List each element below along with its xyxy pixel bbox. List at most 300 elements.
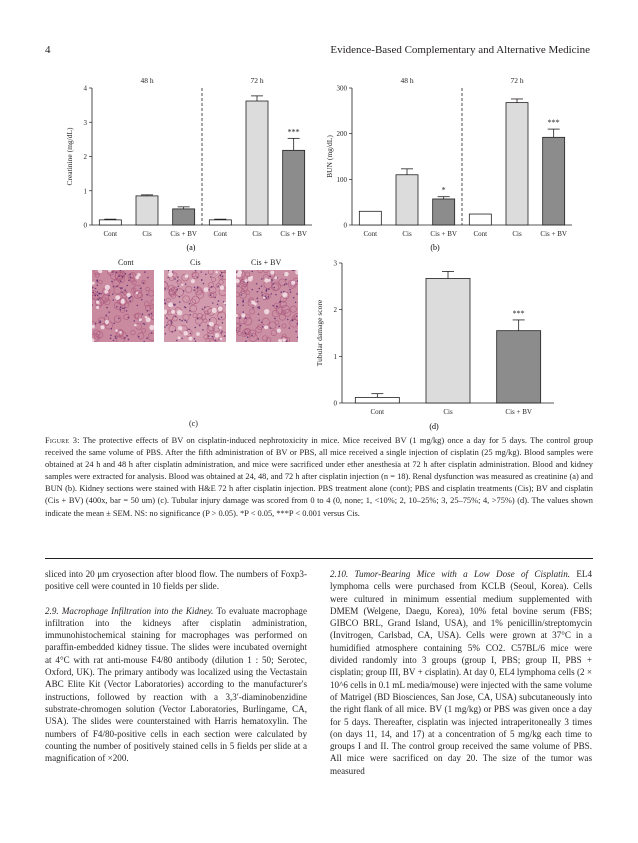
nucleus-dot — [99, 320, 101, 322]
nucleus-dot — [181, 320, 183, 322]
nucleus-dot — [170, 322, 172, 324]
y-tick-label: 200 — [336, 130, 347, 139]
lumen — [188, 336, 192, 340]
nucleus-dot — [126, 310, 128, 312]
nucleus-dot — [291, 320, 293, 322]
right-column — [330, 568, 592, 777]
nucleus-dot — [237, 285, 239, 287]
nucleus-dot — [251, 335, 253, 337]
figure-caption — [45, 435, 593, 520]
nucleus-dot — [96, 281, 98, 283]
lumen — [134, 324, 137, 327]
lumen — [254, 302, 257, 305]
nucleus-dot — [137, 305, 139, 307]
nucleus-dot — [221, 330, 223, 332]
nucleus-dot — [100, 293, 102, 295]
nucleus-dot — [283, 291, 285, 293]
nucleus-dot — [241, 294, 243, 296]
lumen — [219, 326, 222, 329]
nucleus-dot — [259, 288, 261, 290]
nucleus-dot — [171, 331, 173, 333]
nucleus-dot — [279, 301, 281, 303]
nucleus-dot — [141, 299, 143, 301]
lumen — [96, 300, 100, 304]
lumen — [241, 313, 245, 317]
x-tick-label: Cis + BV — [540, 230, 567, 238]
nucleus-dot — [127, 285, 129, 287]
nucleus-dot — [176, 340, 178, 342]
nucleus-dot — [239, 317, 241, 319]
section-2-10-heading: 2.10. Tumor-Bearing Mice with a Low Dose of Cisplatin. — [330, 569, 571, 579]
nucleus-dot — [116, 306, 118, 308]
nucleus-dot — [144, 323, 146, 325]
nucleus-dot — [110, 338, 112, 340]
nucleus-dot — [151, 332, 153, 334]
lumen — [196, 332, 200, 336]
nucleus-dot — [167, 277, 169, 279]
y-axis-label: BUN (mg/dL) — [325, 135, 334, 178]
nucleus-dot — [172, 271, 174, 273]
nucleus-dot — [142, 313, 144, 315]
nucleus-dot — [240, 325, 242, 327]
nucleus-dot — [209, 319, 211, 321]
nucleus-dot — [94, 295, 96, 297]
significance-label: *** — [512, 308, 525, 318]
histology-image-cis-bv — [236, 270, 298, 342]
lumen — [220, 338, 223, 341]
y-tick-label: 0 — [343, 221, 347, 230]
nucleus-dot — [122, 276, 124, 278]
nucleus-dot — [174, 278, 176, 280]
nucleus-dot — [251, 289, 253, 291]
bar — [355, 397, 399, 403]
y-tick-label: 2 — [83, 153, 87, 161]
chart-d-plot — [315, 260, 554, 417]
nucleus-dot — [130, 296, 132, 298]
nucleus-dot — [111, 328, 113, 330]
nucleus-dot — [111, 281, 113, 283]
nucleus-dot — [286, 340, 288, 342]
nucleus-dot — [218, 318, 220, 320]
nucleus-dot — [185, 283, 187, 285]
nucleus-dot — [210, 276, 212, 278]
nucleus-dot — [257, 291, 259, 293]
nucleus-dot — [245, 317, 247, 319]
caption-divider — [45, 558, 593, 559]
journal-title: Evidence-Based Complementary and Alternative Medicine — [330, 44, 590, 56]
nucleus-dot — [261, 292, 263, 294]
nucleus-dot — [196, 276, 198, 278]
nucleus-dot — [211, 286, 213, 288]
nucleus-dot — [115, 337, 117, 339]
group-label: 48 h — [400, 76, 414, 85]
nucleus-dot — [129, 274, 131, 276]
nucleus-dot — [175, 316, 177, 318]
nucleus-dot — [124, 307, 126, 309]
lumen — [115, 295, 120, 300]
nucleus-dot — [278, 326, 280, 328]
nucleus-dot — [261, 322, 263, 324]
panel-c — [85, 255, 305, 435]
nucleus-dot — [242, 299, 244, 301]
nucleus-dot — [164, 288, 166, 290]
x-tick-label: Cis — [142, 230, 152, 238]
lumen — [274, 276, 277, 279]
nucleus-dot — [259, 307, 261, 309]
nucleus-dot — [92, 287, 94, 289]
group-label: 48 h — [140, 76, 154, 85]
lumen — [264, 309, 269, 314]
x-tick-label: Cis + BV — [280, 230, 307, 238]
nucleus-dot — [208, 335, 210, 337]
bar — [396, 175, 418, 225]
lumen — [263, 297, 265, 299]
nucleus-dot — [113, 340, 115, 342]
chart-a — [60, 70, 318, 256]
nucleus-dot — [189, 314, 191, 316]
nucleus-dot — [265, 290, 267, 292]
nucleus-dot — [257, 338, 259, 340]
y-tick-label: 0 — [333, 399, 337, 408]
chart-b — [318, 70, 578, 256]
nucleus-dot — [128, 280, 130, 282]
nucleus-dot — [128, 339, 130, 341]
nucleus-dot — [95, 288, 97, 290]
lumen — [136, 292, 138, 294]
nucleus-dot — [120, 306, 122, 308]
nucleus-dot — [295, 302, 297, 304]
lumen — [121, 300, 125, 304]
nucleus-dot — [176, 289, 178, 291]
x-tick-label: Cis + BV — [505, 408, 532, 416]
histo-title-cis-bv: Cis + BV — [251, 258, 282, 267]
lumen — [250, 276, 253, 279]
nucleus-dot — [184, 319, 186, 321]
section-2-10-text: EL4 lymphoma cells were purchased from KCLB (Seoul, Korea). Cells were cultured in minimum essential medium supplemented with DMEM (Welgene, Daegu, Korea), 10% fetal bovine serum (FBS; GIBCO BRL, Grand Island, USA), and 1% penicillin/streptomycin (Invitrogen, Carlsbad, CA, USA). Cells were grown at 37°C in a humidified atmosphere containing 5% CO2. C57BL/6 mice were divided randomly into 3 groups (group I, PBS; group II, PBS + cisplatin; group III, BV + cisplatin). At day 0, EL4 lymphoma cells (2 × 10^6 cells in 0.1 mL media/mouse) were injected with the same volume of Matrigel (BD Biosciences, San Jose, CA, USA) subcutaneously into the right flank of all mice. BV (1 mg/kg) or PBS was given once a day for 5 days. Thereafter, cisplatin was injected intraperitoneally 3 times (on days 11, 14, and 17) at a concentration of 5 mg/kg each time to groups I and II. The control group received the same volume of PBS. All mice were sacrificed on day 20. The size of the tumor was measured — [330, 569, 592, 776]
nucleus-dot — [261, 285, 263, 287]
bar — [433, 199, 455, 225]
y-tick-label: 3 — [333, 259, 337, 268]
nucleus-dot — [92, 292, 94, 294]
nucleus-dot — [205, 274, 207, 276]
nucleus-dot — [113, 299, 115, 301]
nucleus-dot — [275, 294, 277, 296]
section-2-9-text: To evaluate macrophage infiltration into the kidneys after cisplatin administration, immunohistochemical staining for macrophages was performed on paraffin-embedded kidney tissue. The slides were incubated overnight at 4°C with rat anti-mouse F4/80 antibody (dilution 1 : 50; Serotec, Oxford, UK). The primary antibody was localized using the Vectastain ABC Elite Kit (Vector Laboratories) according to the manufacturer's instructions, followed by reaction with a 3,3′-diaminobenzidine substrate-chromogen solution (Vector Laboratories, Burlingame, CA, USA). The slides were counterstained with Harris hematoxylin. The numbers of F4/80-positive cells in each section were calculated by counting the number of positively stained cells in 5 fields per slide at a magnification of ×200. — [45, 605, 308, 764]
nucleus-dot — [97, 284, 99, 286]
lumen — [236, 272, 241, 277]
nucleus-dot — [280, 291, 282, 293]
nucleus-dot — [251, 271, 253, 273]
x-tick-label: Cont — [363, 230, 378, 238]
nucleus-dot — [151, 313, 153, 315]
nucleus-dot — [244, 332, 246, 334]
nucleus-dot — [289, 289, 291, 291]
lumen — [137, 273, 141, 277]
y-tick-label: 0 — [83, 221, 87, 230]
nucleus-dot — [268, 288, 270, 290]
nucleus-dot — [119, 275, 121, 277]
y-axis-label: Creatinine (mg/dL) — [65, 127, 74, 186]
y-tick-label: 4 — [83, 84, 87, 93]
nucleus-dot — [146, 337, 148, 339]
group-label: 72 h — [250, 76, 264, 85]
bar — [426, 278, 470, 403]
caption-text: The protective effects of BV on cisplatin-induced nephrotoxicity in mice. Mice received BV (1 mg/kg) once a day for 5 days. The control group received the same volume of PBS. After the fifth administration of BV or PBS, all mice received a single injection of cisplatin (25 mg/kg). Blood samples were obtained at 24 h and 48 h after cisplatin administration, and mice were sacrificed under ether anesthesia at 72 h after cisplatin administration. Blood and kidney samples were extracted for analysis. Blood was obtained at 24, 48, and 72 h after cisplatin injection (n = 18). Renal dysfunction was measured as creatinine (a) and BUN (b). Kidney sections were stained with H&E 72 h after cisplatin injection. PBS treatment alone (cont); PBS and cisplatin treatments (Cis); BV and cisplatin (Cis + BV) (400x, bar = 50 um) (c). Tubular injury damage was scored from 0 to 4 (0, none; 1, <10%; 2, 10–25%; 3, 25–75%; 4, >75%) (d). The values shown indicate the mean ± SEM. NS: no significance (P > 0.05). *P < 0.05, ***P < 0.001 versus Cis. — [45, 436, 593, 518]
nucleus-dot — [221, 276, 223, 278]
nucleus-dot — [237, 304, 239, 306]
nucleus-dot — [97, 295, 99, 297]
nucleus-dot — [106, 307, 108, 309]
lumen — [209, 322, 212, 325]
x-tick-label: Cis — [512, 230, 522, 238]
nucleus-dot — [96, 280, 98, 282]
nucleus-dot — [113, 286, 115, 288]
nucleus-dot — [166, 317, 168, 319]
nucleus-dot — [214, 297, 216, 299]
group-label: 72 h — [510, 76, 524, 85]
lumen — [264, 325, 267, 328]
x-tick-label: Cis + BV — [170, 230, 197, 238]
section-2-9 — [45, 605, 307, 765]
section-2-9-heading: 2.9. Macrophage Infiltration into the Kidney. — [45, 605, 214, 616]
lumen — [224, 302, 226, 304]
chart-d — [308, 255, 568, 435]
bar — [209, 220, 231, 225]
nucleus-dot — [272, 305, 274, 307]
lumen — [104, 290, 108, 294]
nucleus-dot — [266, 297, 268, 299]
nucleus-dot — [215, 339, 217, 341]
nucleus-dot — [218, 300, 220, 302]
nucleus-dot — [108, 311, 110, 313]
y-tick-label: 2 — [333, 306, 337, 315]
nucleus-dot — [207, 325, 209, 327]
histo-title-cont: Cont — [118, 258, 134, 267]
nucleus-dot — [164, 326, 166, 328]
nucleus-dot — [130, 276, 132, 278]
lumen — [126, 293, 130, 297]
nucleus-dot — [262, 326, 264, 328]
lumen — [185, 274, 189, 278]
histology-image-cis-bv-art — [236, 270, 298, 342]
nucleus-dot — [133, 320, 135, 322]
nucleus-dot — [274, 318, 276, 320]
panel-b-label: (b) — [430, 243, 440, 252]
bar — [469, 214, 491, 225]
lumen — [215, 271, 217, 273]
nucleus-dot — [217, 304, 219, 306]
lumen — [177, 310, 182, 315]
bar — [497, 331, 541, 403]
x-tick-label: Cis — [443, 408, 453, 416]
lumen — [191, 279, 195, 283]
nucleus-dot — [144, 271, 146, 273]
bar — [136, 196, 158, 225]
nucleus-dot — [98, 299, 100, 301]
nucleus-dot — [201, 279, 203, 281]
left-column — [45, 568, 307, 764]
nucleus-dot — [210, 294, 212, 296]
nucleus-dot — [183, 290, 185, 292]
nucleus-dot — [120, 280, 122, 282]
nucleus-dot — [193, 289, 195, 291]
nucleus-dot — [211, 336, 213, 338]
nucleus-dot — [108, 295, 110, 297]
x-tick-label: Cont — [370, 408, 385, 416]
bar — [283, 150, 305, 225]
nucleus-dot — [221, 317, 223, 319]
nucleus-dot — [286, 283, 288, 285]
significance-label: *** — [287, 127, 300, 137]
lumen — [183, 331, 188, 336]
nucleus-dot — [125, 273, 127, 275]
nucleus-dot — [177, 280, 179, 282]
nucleus-dot — [242, 301, 244, 303]
nucleus-dot — [165, 333, 167, 335]
histology-image-cis — [164, 270, 226, 342]
bar — [246, 101, 268, 225]
histology-image-cis-art — [164, 270, 226, 342]
lumen — [277, 328, 281, 332]
nucleus-dot — [177, 285, 179, 287]
nucleus-dot — [119, 309, 121, 311]
nucleus-dot — [179, 319, 181, 321]
lumen — [105, 320, 109, 324]
lumen — [282, 292, 287, 297]
nucleus-dot — [224, 335, 226, 337]
nucleus-dot — [202, 308, 204, 310]
panel-c-label: (c) — [189, 419, 198, 428]
nucleus-dot — [112, 293, 114, 295]
lumen — [215, 333, 220, 338]
nucleus-dot — [203, 283, 205, 285]
nucleus-dot — [121, 291, 123, 293]
nucleus-dot — [247, 336, 249, 338]
nucleus-dot — [287, 319, 289, 321]
nucleus-dot — [142, 323, 144, 325]
nucleus-dot — [147, 277, 149, 279]
lumen — [181, 284, 183, 286]
nucleus-dot — [129, 297, 131, 299]
lumen — [115, 329, 118, 332]
nucleus-dot — [166, 324, 168, 326]
histology-image-cont-art — [92, 270, 154, 342]
nucleus-dot — [219, 274, 221, 276]
nucleus-dot — [164, 302, 166, 304]
nucleus-dot — [120, 287, 122, 289]
nucleus-dot — [296, 293, 298, 295]
bar — [543, 137, 565, 225]
bar — [506, 103, 528, 225]
nucleus-dot — [195, 340, 197, 342]
nucleus-dot — [257, 298, 259, 300]
lumen — [96, 306, 99, 309]
nucleus-dot — [188, 328, 190, 330]
histology-image-cont — [92, 270, 154, 342]
nucleus-dot — [257, 301, 259, 303]
nucleus-dot — [97, 291, 99, 293]
nucleus-dot — [204, 306, 206, 308]
page-number: 4 — [45, 44, 51, 56]
nucleus-dot — [269, 276, 271, 278]
nucleus-dot — [221, 272, 223, 274]
panel-a-label: (a) — [186, 243, 196, 252]
y-tick-label: 1 — [333, 352, 337, 361]
lumen — [139, 318, 142, 321]
y-axis-label: Tubular damage score — [315, 299, 324, 367]
nucleus-dot — [184, 306, 186, 308]
nucleus-dot — [267, 296, 269, 298]
nucleus-dot — [256, 283, 258, 285]
lumen — [171, 310, 175, 314]
nucleus-dot — [195, 327, 197, 329]
nucleus-dot — [95, 323, 97, 325]
nucleus-dot — [175, 330, 177, 332]
lumen — [178, 326, 183, 331]
nucleus-dot — [270, 327, 272, 329]
nucleus-dot — [189, 310, 191, 312]
nucleus-dot — [129, 300, 131, 302]
nucleus-dot — [128, 317, 130, 319]
nucleus-dot — [190, 333, 192, 335]
x-tick-label: Cont — [213, 230, 228, 238]
nucleus-dot — [289, 327, 291, 329]
histo-title-cis: Cis — [190, 258, 201, 267]
x-tick-label: Cont — [103, 230, 118, 238]
nucleus-dot — [195, 270, 197, 272]
nucleus-dot — [148, 314, 150, 316]
y-tick-label: 100 — [336, 175, 347, 184]
nucleus-dot — [276, 305, 278, 307]
lumen — [270, 271, 274, 275]
lumen — [212, 308, 217, 313]
nucleus-dot — [257, 307, 259, 309]
nucleus-dot — [186, 321, 188, 323]
x-tick-label: Cis + BV — [430, 230, 457, 238]
chart-b-plot — [325, 76, 572, 238]
bar — [359, 211, 381, 225]
nucleus-dot — [271, 293, 273, 295]
nucleus-dot — [174, 303, 176, 305]
nucleus-dot — [296, 316, 298, 318]
significance-label: *** — [547, 118, 560, 128]
lumen — [264, 278, 268, 282]
lumen — [168, 302, 173, 307]
nucleus-dot — [194, 338, 196, 340]
nucleus-dot — [99, 297, 101, 299]
nucleus-dot — [258, 319, 260, 321]
y-tick-label: 1 — [83, 187, 87, 196]
lumen — [244, 279, 247, 282]
nucleus-dot — [200, 271, 202, 273]
nucleus-dot — [220, 332, 222, 334]
nucleus-dot — [140, 288, 142, 290]
nucleus-dot — [261, 294, 263, 296]
lumen — [100, 325, 104, 329]
nucleus-dot — [242, 311, 244, 313]
nucleus-dot — [122, 308, 124, 310]
chart-a-plot — [65, 76, 312, 238]
nucleus-dot — [285, 279, 287, 281]
nucleus-dot — [222, 322, 224, 324]
left-intro-paragraph: sliced into 20 μm cryosection after blood flow. The numbers of Foxp3-positive cell were counted in 10 fields per slide. — [45, 569, 307, 592]
nucleus-dot — [258, 313, 260, 315]
nucleus-dot — [147, 310, 149, 312]
section-2-10 — [330, 568, 592, 777]
nucleus-dot — [115, 271, 117, 273]
nucleus-dot — [118, 317, 120, 319]
nucleus-dot — [261, 278, 263, 280]
